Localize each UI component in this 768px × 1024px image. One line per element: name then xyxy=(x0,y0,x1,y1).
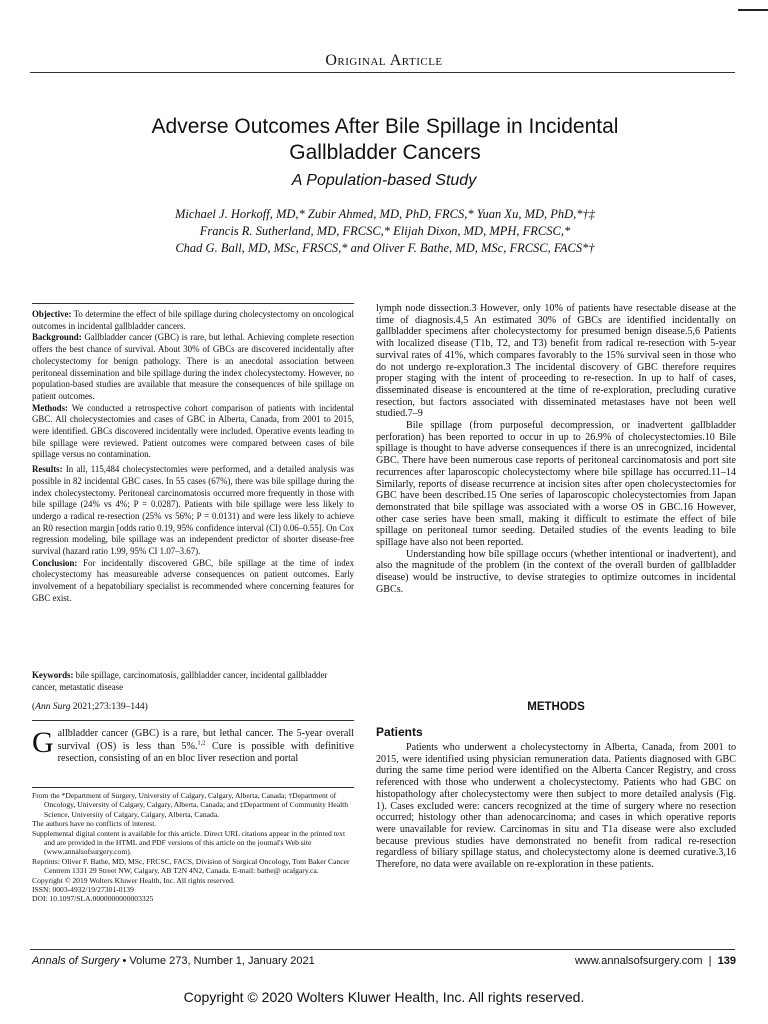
objective-label: Objective: xyxy=(32,309,72,319)
intro-ref: 1,2 xyxy=(197,739,206,747)
patients-text: Patients who underwent a cholecystectomy in Alberta, Canada, from 2001 to 2015, were identified using physician remuneration data. Patients diagnosed with GBC during the same time period were identified on the Alberta Cancer Registry, and cross referenced with those who underwent a cholecystectomy. Patients who had GBC on histopathology after cholecystectomy were then subject to more detailed analysis (Fig. 1). Cases excluded were: cancers recognized at the time of surgery where no resection occurred; histology other than adenocarcinoma; and cases in which operative reports were unavailable for review. Carcinomas in situ and T1a disease were also excluded because previous studies have demonstrated no benefit from radical re-resection regardless of biliary spillage status, and cholecystectomy alone is deemed curative.3,16 Therefore, no data were available on re-exploration in these patients. xyxy=(376,742,736,871)
keywords-text: bile spillage, carcinomatosis, gallbladder cancer, incidental gallbladder cancer, metastatic disease xyxy=(32,670,328,692)
keywords xyxy=(32,670,354,693)
drop-cap: G xyxy=(32,726,54,759)
supplemental-note: Supplemental digital content is available for this article. Direct URL citations appear in the printed text and are provided in the HTML and PDF versions of this article on the journal's Web site (www.annalsofsurgery.com). xyxy=(32,828,346,857)
conclusion-text: For incidentally discovered GBC, bile spillage at the time of index cholecystectomy has measureable adverse consequences on patient outcomes. Early involvement of a hepatobiliary specialist is recommended where concerning features for GBC exist. xyxy=(32,557,355,603)
author-list xyxy=(60,206,710,257)
patients-section xyxy=(376,742,736,871)
footer-separator: | xyxy=(708,955,712,967)
issn: ISSN: 0003-4932/19/27301-0139 xyxy=(32,885,134,895)
author-line-1: Michael J. Horkoff, MD,* Zubir Ahmed, MD, PhD, FRCS,* Yuan Xu, MD, PhD,*†‡ xyxy=(174,207,596,221)
abstract-top-rule xyxy=(32,303,354,304)
background-text: Gallbladder cancer (GBC) is rare, but lethal. Achieving complete resection offers the best chance of survival. About 30% of GBCs are discovered incidentally after cholecystectomy for benign pathology. There is an anecdotal association between peritoneal dissemination and bile spillage during the index cholecystectomy. However, no population-based studies are available that measure the consequences of bile spillage on patient outcomes. xyxy=(32,332,355,401)
journal-info xyxy=(32,955,315,967)
paragraph-bile-spillage: Bile spillage (from purposeful decompression, or inadvertent gallbladder perforation) has been reported to occur in up to 26.9% of cholecystectomies.10 Bile spillage is thought to have adverse consequences if there is an unrecognized, incidental GBC. There have been numerous case reports of peritoneal carcinomatosis and port site recurrences after laparoscopic cholecystectomy where bile spillage has occurred.11–14 Similarly, reports of disease recurrence at incision sites after open cholecystectomies for GBC have been described.15 One series of laparoscopic cholecystectomies from Japan demonstrated that bile spillage was associated with a worse OS in GBC.16 However, other case series have been small, making it difficult to estimate the effect of bile spillage on peritoneal tumor seeding. Detailed studies of the events leading to bile spillage have also not been reported. xyxy=(376,420,736,549)
introduction xyxy=(32,728,354,766)
footer-right xyxy=(575,955,736,967)
title-line-1: Adverse Outcomes After Bile Spillage in Incidental xyxy=(151,115,619,138)
conclusion-label: Conclusion: xyxy=(32,557,78,568)
reprints-info: Reprints: Oliver F. Bathe, MD, MSc, FRCSC, FACS, Division of Surgical Oncology, Tom Baker Cancer Centrem 1331 29 Street NW, Calgary, AB T2N 4N2, Canada. E-mail: bathe@ ucalgary.ca. xyxy=(32,856,350,876)
objective-text: To determine the effect of bile spillage during cholecystectomy on oncological outcomes in incidental gallbladder cancers. xyxy=(32,309,354,331)
citation-details: 2021;273:139–144) xyxy=(72,702,148,712)
background-label: Background: xyxy=(32,332,82,343)
header-rule xyxy=(30,72,735,73)
methods-text: We conducted a retrospective cohort comparison of patients with incidental GBC. All cholecystectomies and cases of GBC in Alberta, Canada, from 2001 to 2015, were identified. GBCs discovered incidentally were included. Operative events leading to bile spillage were reviewed. Patient outcomes were compared between cases of bile spillage versus no contamination. xyxy=(32,402,354,460)
copyright-note: Copyright © 2019 Wolters Kluwer Health, Inc. All rights reserved. xyxy=(32,875,235,885)
journal-name: Annals of Surgery xyxy=(32,955,120,967)
article-subtitle: A Population-based Study xyxy=(291,172,477,189)
abstract xyxy=(32,309,354,605)
results-label: Results: xyxy=(32,464,63,475)
paragraph-understanding: Understanding how bile spillage occurs (whether intentional or inadvertent), and also the magnitude of the problem (in the context of the overall burden of gallbladder disease) would be instructive, to devise strategies to optimize outcomes in incidental GBCs. xyxy=(376,548,736,595)
right-column xyxy=(376,303,736,596)
methods-heading: METHODS xyxy=(527,701,585,713)
keywords-label: Keywords: xyxy=(32,670,74,680)
citation-journal: Ann Surg xyxy=(35,702,71,712)
page-number: 139 xyxy=(717,955,736,967)
doi: DOI: 10.1097/SLA.0000000000003325 xyxy=(32,894,154,904)
patients-heading: Patients xyxy=(376,725,423,739)
paragraph-intro-cont: lymph node dissection.3 However, only 10% of patients have resectable disease at the time of diagnosis.4,5 An estimated 30% of GBCs are identified incidentally on gallbladder specimens after cholecystectomy for presumed benign disease.5,6 Patients with localized disease (T1b, T2, and T3) benefit from radical re-resection with 5-year survival rates of 41%, which compares favorably to the 15% survival seen in those who do not undergo re-exploration.3 The incidental discovery of GBC therefore requires proper staging with the intent of proceeding to re-resection. In up to half of cases, disseminated disease is encountered at the time of re-exploration, precluding curative resection, but factors associated with disseminated metastases have not been well studied.7–9 xyxy=(376,303,736,420)
issue-info: • Volume 273, Number 1, January 2021 xyxy=(119,955,315,967)
copyright-banner: Copyright © 2020 Wolters Kluwer Health, Inc. All rights reserved. xyxy=(183,989,585,1005)
abstract-bottom-rule xyxy=(32,720,354,721)
journal-url[interactable]: www.annalsofsurgery.com xyxy=(574,955,703,967)
intro-text: allbladder cancer (GBC) is a rare, but lethal cancer. The 5-year overall survival (OS) is less than 5%. xyxy=(57,728,354,752)
intro-text-cont: Cure is possible with definitive resection, consisting of an en bloc liver resection and portal xyxy=(57,740,354,765)
section-label: Original Article xyxy=(325,52,443,69)
methods-label: Methods: xyxy=(32,402,68,413)
title-line-2: Gallbladder Cancers xyxy=(289,141,481,164)
footer-rule xyxy=(30,949,735,950)
footnotes xyxy=(32,791,354,904)
footnote-rule xyxy=(32,787,354,788)
affiliations: From the *Department of Surgery, University of Calgary, Calgary, Alberta, Canada; †Department of Oncology, University of Calgary, Calgary, Alberta, Canada; and ‡Department of Community Health Science, University of Calgary, Calgary, Alberta, Canada. xyxy=(32,791,349,819)
author-line-3: Chad G. Ball, MD, MSc, FRSCS,* and Oliver F. Bathe, MD, MSc, FRCSC, FACS*† xyxy=(175,241,595,255)
conflict-statement: The authors have no conflicts of interest. xyxy=(32,819,157,829)
results-text: In all, 115,484 cholecystectomies were performed, and a detailed analysis was possible in 82 incidental GBC cases. In 55 cases (67%), there was bile spillage during the index cholecystectomy. Peritoneal carcinomatosis occurred more frequently in those with bile spillage (24% vs 4%; P = 0.0287). Patients with bile spillage were less likely to undergo a radical re-resection (25% vs 56%; P = 0.0131) and were less likely to achieve an R0 resection margin [odds ratio 0.19, 95% confidence interval (CI) 0.06–0.55]. On Cox regression modeling, bile spillage was an independent predictor of shorter disease-free survival (hazard ratio 1.99, 95% CI 1.07–3.67). xyxy=(32,464,355,557)
article-title xyxy=(40,114,730,166)
citation: (Ann Surg 2021;273:139–144) xyxy=(32,702,148,712)
corner-mark xyxy=(738,9,768,11)
author-line-2: Francis R. Sutherland, MD, FRCSC,* Elijah Dixon, MD, MPH, FRCSC,* xyxy=(199,224,571,238)
